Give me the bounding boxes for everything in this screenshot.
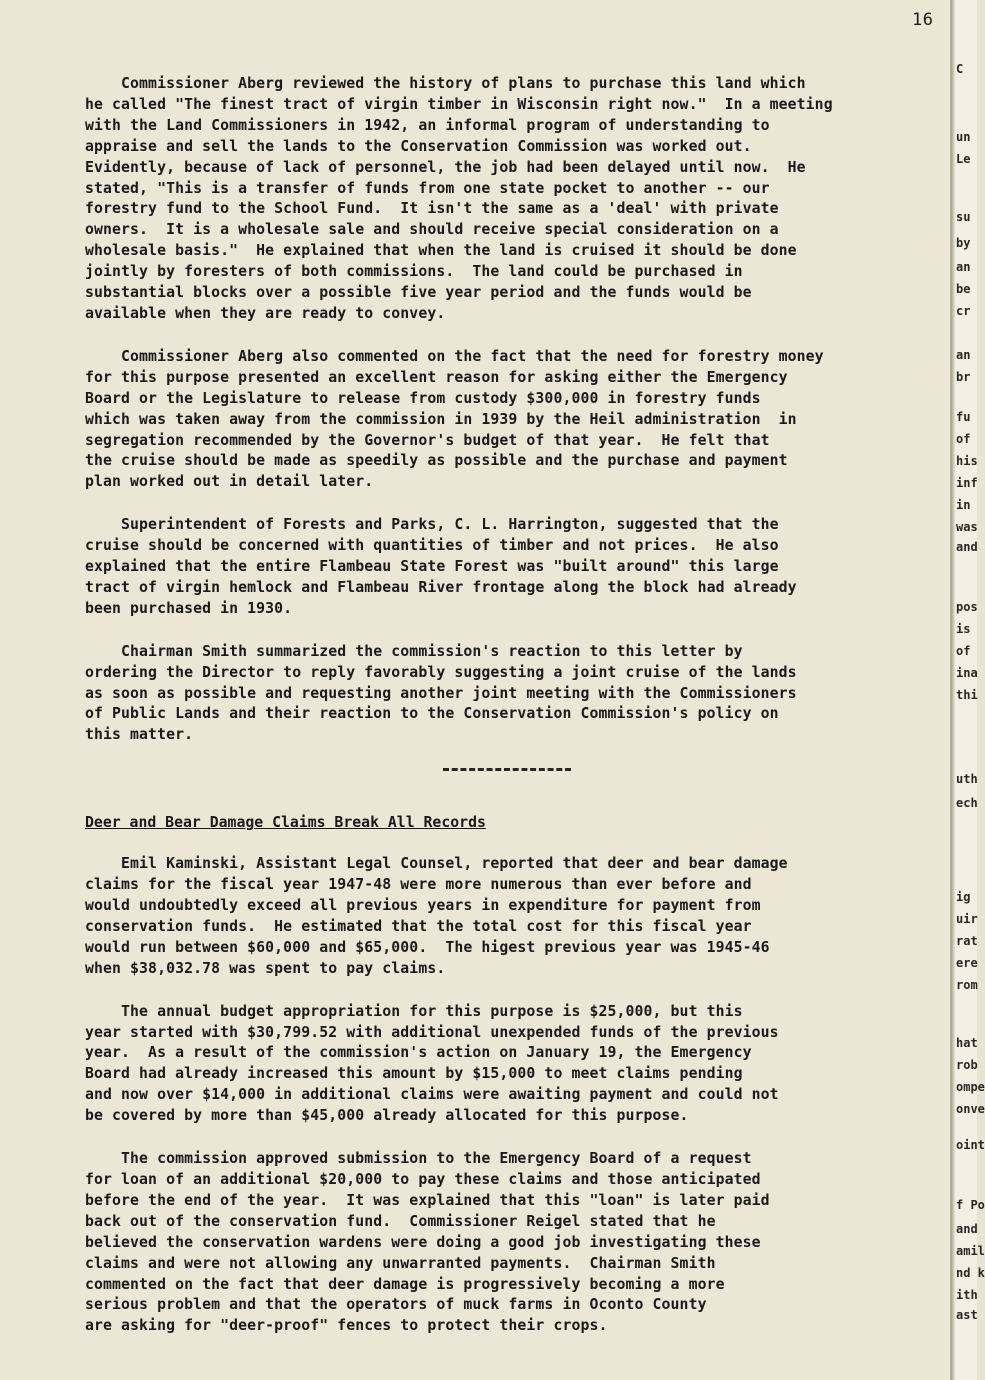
adjacent-page-fragment: uir xyxy=(956,912,978,926)
text-line: substantial blocks over a possible five year period and the funds would be xyxy=(85,284,752,302)
text-line: for loan of an additional $20,000 to pay these claims and those anticipated xyxy=(85,1170,761,1188)
adjacent-page-fragment: and xyxy=(956,1222,978,1236)
text-line: are asking for "deer-proof" fences to protect their crops. xyxy=(85,1317,608,1335)
adjacent-page-fragment: by xyxy=(956,236,971,250)
text-line: segregation recommended by the Governor's budget of that year. He felt that xyxy=(85,431,770,449)
paragraph xyxy=(85,74,955,325)
text-line: Evidently, because of lack of personnel, the job had been delayed until now. He xyxy=(85,158,806,176)
adjacent-page-fragment: uth xyxy=(956,772,978,786)
text-line: Commissioner Aberg also commented on the fact that the need for forestry money xyxy=(85,347,824,365)
paragraph xyxy=(85,854,955,979)
adjacent-page-fragment: ig xyxy=(956,890,971,904)
text-line: with the Land Commissioners in 1942, an informal program of understanding to xyxy=(85,116,770,134)
adjacent-page-fragment: of xyxy=(956,432,971,446)
adjacent-page-fragment: un xyxy=(956,130,971,144)
adjacent-page-edge xyxy=(950,0,985,1380)
paragraph xyxy=(85,642,955,747)
text-line: The commission approved submission to the Emergency Board of a request xyxy=(85,1150,752,1168)
adjacent-page-fragment: ech xyxy=(956,796,978,810)
text-line: year started with $30,799.52 with additional unexpended funds of the previous xyxy=(85,1023,779,1041)
adjacent-page-fragment: ith xyxy=(956,1288,978,1302)
text-line: jointly by foresters of both commissions. The land could be purchased in xyxy=(85,263,743,281)
text-line: believed the conservation wardens were doing a good job investigating these xyxy=(85,1233,761,1251)
adjacent-page-fragment: in xyxy=(956,498,971,512)
text-line: this matter. xyxy=(85,726,194,744)
adjacent-page-fragment: be xyxy=(956,282,971,296)
adjacent-page-fragment: hat xyxy=(956,1036,978,1050)
text-line: Chairman Smith summarized the commission's reaction to this letter by xyxy=(85,642,743,660)
text-line: which was taken away from the commission in 1939 by the Heil administration in xyxy=(85,410,797,428)
adjacent-page-fragment: of xyxy=(956,644,971,658)
text-line: appraise and sell the lands to the Conservation Commission was worked out. xyxy=(85,137,752,155)
paragraph xyxy=(85,1149,955,1337)
text-line: wholesale basis." He explained that when the land is cruised it should be done xyxy=(85,242,797,260)
text-line: been purchased in 1930. xyxy=(85,599,293,617)
adjacent-page-fragment: an xyxy=(956,348,971,362)
text-line: back out of the conservation fund. Commissioner Reigel stated that he xyxy=(85,1212,716,1230)
text-line: forestry fund to the School Fund. It isn't the same as a 'deal' with private xyxy=(85,200,779,218)
text-line: Commissioner Aberg reviewed the history of plans to purchase this land which xyxy=(85,75,806,92)
text-line: and now over $14,000 in additional claims were awaiting payment and could not xyxy=(85,1086,779,1104)
adjacent-page-fragment: ere xyxy=(956,956,978,970)
text-line: The annual budget appropriation for this purpose is $25,000, but this xyxy=(85,1002,743,1020)
text-line: before the end of the year. It was explained that this "loan" is later paid xyxy=(85,1191,770,1209)
adjacent-page-fragment: ast xyxy=(956,1308,978,1322)
adjacent-page-fragment: cr xyxy=(956,304,971,318)
adjacent-page-fragment: ina xyxy=(956,666,978,680)
paragraph xyxy=(85,1002,955,1127)
adjacent-page-fragment: pos xyxy=(956,600,978,614)
adjacent-page-fragment: f Po xyxy=(956,1198,985,1212)
adjacent-page-fragment: C xyxy=(956,62,964,76)
text-line: Board or the Legislature to release from custody $300,000 in forestry funds xyxy=(85,389,761,407)
adjacent-page-fragment: onve xyxy=(956,1102,985,1116)
adjacent-page-fragment: inf xyxy=(956,476,978,490)
section-heading: Deer and Bear Damage Claims Break All Records xyxy=(85,814,486,832)
text-line: serious problem and that the operators of muck farms in Oconto County xyxy=(85,1296,707,1314)
adjacent-page-fragment: and xyxy=(956,540,978,554)
text-line: when $38,032.78 was spent to pay claims. xyxy=(85,959,446,977)
text-line: claims for the fiscal year 1947-48 were more numerous than ever before and xyxy=(85,876,752,894)
text-line: commented on the fact that deer damage is progressively becoming a more xyxy=(85,1275,725,1293)
text-line: plan worked out in detail later. xyxy=(85,473,374,491)
text-line: claims and were not allowing any unwarranted payments. Chairman Smith xyxy=(85,1254,716,1272)
adjacent-page-fragment: Le xyxy=(956,152,971,166)
adjacent-page-fragment: thi xyxy=(956,688,978,702)
text-line: would run between $60,000 and $65,000. The higest previous year was 1945-46 xyxy=(85,938,770,956)
adjacent-page-fragment: br xyxy=(956,370,971,384)
adjacent-page-fragment: nd k xyxy=(956,1266,985,1280)
text-line: Board had already increased this amount by $15,000 to meet claims pending xyxy=(85,1065,743,1083)
paragraph xyxy=(85,515,955,620)
text-line: owners. It is a wholesale sale and should receive special consideration on a xyxy=(85,221,779,239)
text-line: of Public Lands and their reaction to the Conservation Commission's policy on xyxy=(85,705,779,723)
adjacent-page-fragment: his xyxy=(956,454,978,468)
text-line: available when they are ready to convey. xyxy=(85,304,446,322)
text-line: Superintendent of Forests and Parks, C. L. Harrington, suggested that the xyxy=(85,516,779,534)
adjacent-page-fragment: was xyxy=(956,520,978,534)
text-line: Emil Kaminski, Assistant Legal Counsel, reported that deer and bear damage xyxy=(85,855,788,873)
text-line: be covered by more than $45,000 already allocated for this purpose. xyxy=(85,1107,689,1125)
paragraph xyxy=(85,347,955,493)
text-line: tract of virgin hemlock and Flambeau River frontage along the block had already xyxy=(85,578,797,596)
text-line: stated, "This is a transfer of funds from one state pocket to another -- our xyxy=(85,179,770,197)
adjacent-page-fragment: is xyxy=(956,622,971,636)
section-divider xyxy=(443,768,571,771)
text-line: year. As a result of the commission's action on January 19, the Emergency xyxy=(85,1044,752,1062)
adjacent-page-fragment: ompe xyxy=(956,1080,985,1094)
page-number: 16 xyxy=(912,10,934,30)
document-body xyxy=(85,74,955,1359)
text-line: explained that the entire Flambeau State Forest was "built around" this large xyxy=(85,558,779,576)
text-line: the cruise should be made as speedily as possible and the purchase and payment xyxy=(85,452,788,470)
adjacent-page-fragment: amil xyxy=(956,1244,985,1258)
text-line: for this purpose presented an excellent reason for asking either the Emergency xyxy=(85,368,788,386)
text-line: he called "The finest tract of virgin timber in Wisconsin right now." In a meeting xyxy=(85,95,833,113)
text-line: would undoubtedly exceed all previous years in expenditure for payment from xyxy=(85,897,761,914)
text-line: as soon as possible and requesting another joint meeting with the Commissioners xyxy=(85,684,797,702)
text-line: ordering the Director to reply favorably suggesting a joint cruise of the lands xyxy=(85,663,797,681)
adjacent-page-fragment: su xyxy=(956,210,971,224)
adjacent-page-fragment: rom xyxy=(956,978,978,992)
adjacent-page-fragment: oint xyxy=(956,1138,985,1152)
text-line: cruise should be concerned with quantities of timber and not prices. He also xyxy=(85,537,779,555)
adjacent-page-fragment: an xyxy=(956,260,971,274)
adjacent-page-fragment: rat xyxy=(956,934,978,948)
adjacent-page-fragment: rob xyxy=(956,1058,978,1072)
adjacent-page-fragment: fu xyxy=(956,410,971,424)
text-line: conservation funds. He estimated that the total cost for this fiscal year xyxy=(85,917,752,935)
